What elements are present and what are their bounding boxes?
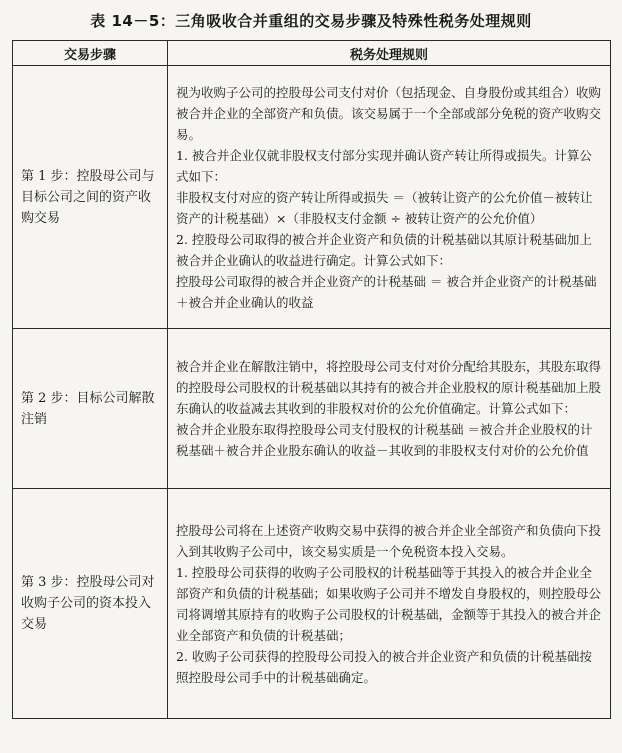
step-1-rules <box>168 66 611 329</box>
table-row-step-1 <box>13 66 611 329</box>
step-2-cell: 第 2 步：目标公司解散注销 <box>13 329 168 489</box>
header-rules: 税务处理规则 <box>168 41 611 66</box>
header-steps: 交易步骤 <box>13 41 168 66</box>
step-1-para-4: 2. 控股母公司取得的被合并企业资产和负债的计税基础以其原计税基础加上被合并企业确认的收益进行确定。计算公式如下： <box>176 231 592 268</box>
step-3-rules <box>168 489 611 719</box>
rules-table <box>12 40 611 719</box>
table-title: 表 14－5：三角吸收合并重组的交易步骤及特殊性税务处理规则 <box>90 12 532 30</box>
table-header-row <box>13 41 611 66</box>
table-row-step-2 <box>13 329 611 489</box>
step-2-para-1: 被合并企业在解散注销中，将控股母公司支付对价分配给其股东，其股东取得的控股母公司股权的计税基础以其持有的被合并企业股权的原计税基础加上股东确认的收益减去其收到的非股权对价的公允价值确定。计算公式如下： <box>176 359 602 416</box>
step-1-para-5: 控股母公司取得的被合并企业资产的计税基础 ＝ 被合并企业资产的计税基础＋被合并企业确认的收益 <box>176 273 597 310</box>
step-3-para-2: 1. 控股母公司获得的收购子公司股权的计税基础等于其投入的被合并企业全部资产和负债的计税基础；如果收购子公司并不增发自身股权的，则控股母公司将调增其原持有的收购子公司股权的计税基础，金额等于其投入的被合并企业全部资产和负债的计税基础； <box>176 564 602 643</box>
step-2-para-2: 被合并企业股东取得控股母公司支付股权的计税基础 ＝被合并企业股权的计税基础＋被合并企业股东确认的收益－其收到的非股权支付对价的公允价值 <box>176 422 593 458</box>
step-3-para-3: 2. 收购子公司获得的控股母公司投入的被合并企业资产和负债的计税基础按照控股母公司手中的计税基础确定。 <box>176 648 592 685</box>
table-row-step-3 <box>13 489 611 719</box>
step-1-para-1: 视为收购子公司的控股母公司支付对价（包括现金、自身股份或其组合）收购被合并企业的全部资产和负债。该交易属于一个全部或部分免税的资产收购交易。 <box>176 84 602 142</box>
step-2-rules <box>168 329 611 489</box>
step-3-para-1: 控股母公司将在上述资产收购交易中获得的被合并企业全部资产和负债向下投入到其收购子公司中，该交易实质是一个免税资本投入交易。 <box>176 522 602 559</box>
step-1-para-3: 非股权支付对应的资产转让所得或损失 ＝（被转让资产的公允价值－被转让资产的计税基础）×（非股权支付金额 ÷ 被转让资产的公允价值） <box>176 189 593 226</box>
step-3-cell: 第 3 步：控股母公司对收购子公司的资本投入交易 <box>13 489 168 719</box>
step-1-para-2: 1. 被合并企业仅就非股权支付部分实现并确认资产转让所得或损失。计算公式如下： <box>176 147 592 184</box>
step-1-cell: 第 1 步：控股母公司与目标公司之间的资产收购交易 <box>13 66 168 329</box>
